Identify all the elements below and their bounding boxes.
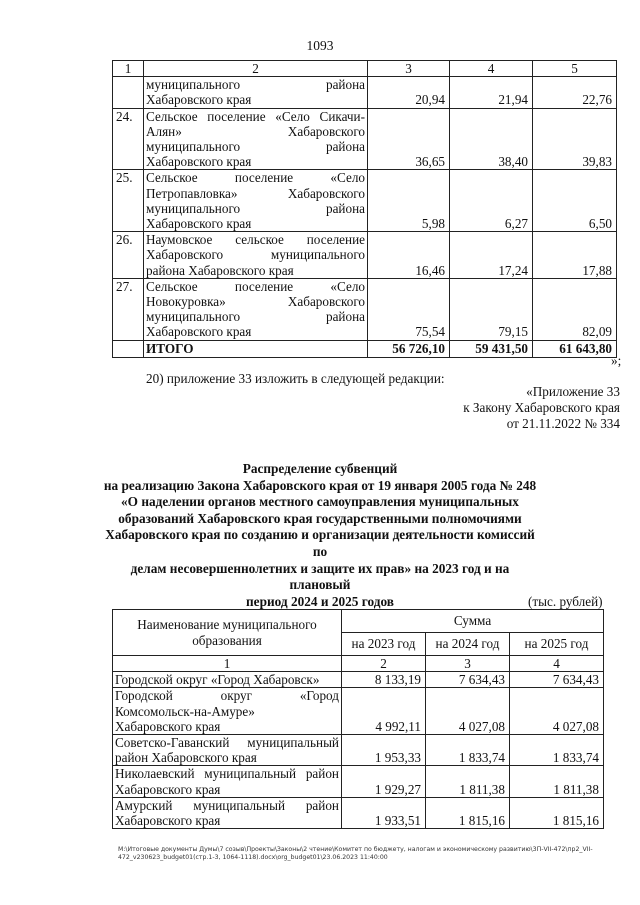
value-2023: 36,65 xyxy=(368,108,450,170)
appendix-line: к Закону Хабаровского края xyxy=(463,400,620,415)
name-line: Хабаровского края xyxy=(115,813,221,829)
name-line: Новокуровка» Хабаровского xyxy=(146,294,365,310)
name-line: Хабаровского края xyxy=(146,324,252,340)
row-number: 25. xyxy=(113,170,144,232)
name-line: Амурский муниципальный район xyxy=(115,797,339,813)
row-name xyxy=(144,170,368,232)
name-line: Сельское поселение «Село xyxy=(146,278,365,294)
title-line: Хабаровского края по созданию и организации деятельности комиссий по xyxy=(105,527,535,559)
value-2024: 1 811,38 xyxy=(426,766,510,797)
row-name xyxy=(144,278,368,340)
total-label: ИТОГО xyxy=(144,340,368,357)
name-line: Городской округ «Город Хабаровск» xyxy=(115,672,320,688)
year-header: на 2024 год xyxy=(426,633,510,656)
appendix-line: «Приложение 33 xyxy=(526,384,620,399)
table-row xyxy=(113,688,604,735)
value-2024: 79,15 xyxy=(450,278,533,340)
value-2024: 17,24 xyxy=(450,232,533,279)
value-2023: 75,54 xyxy=(368,278,450,340)
name-line: Сельское поселение «Село xyxy=(146,170,365,186)
total-row xyxy=(113,340,617,357)
total-2025: 61 643,80 xyxy=(533,340,617,357)
row-name xyxy=(113,797,342,828)
name-line: Городской округ «Город xyxy=(115,688,339,704)
table-header-row xyxy=(113,61,617,77)
year-header: на 2023 год xyxy=(342,633,426,656)
table-row xyxy=(113,232,617,279)
name-line: Сельское поселение «Село Сикачи- xyxy=(146,108,365,124)
row-name xyxy=(144,77,368,108)
appendix-reference xyxy=(420,384,620,432)
title-line: образований Хабаровского края государственными полномочиями xyxy=(118,510,522,526)
name-line: Алян» Хабаровского xyxy=(146,123,365,139)
table-row xyxy=(113,108,617,170)
table-row xyxy=(113,766,604,797)
row-name xyxy=(113,735,342,766)
name-line: района Хабаровского края xyxy=(146,262,294,278)
value-2023: 1 953,33 xyxy=(342,735,426,766)
index-cell: 2 xyxy=(342,656,426,672)
value-2025: 1 815,16 xyxy=(510,797,604,828)
header-cell: 5 xyxy=(533,61,617,77)
row-number: 24. xyxy=(113,108,144,170)
title-line: Распределение субвенций xyxy=(242,461,398,476)
name-line: район Хабаровского края xyxy=(115,750,257,766)
units-label: (тыс. рублей) xyxy=(528,594,603,609)
title-line: «О наделении органов местного самоуправления муниципальных xyxy=(121,494,519,510)
header-cell: 2 xyxy=(144,61,368,77)
value-2025: 6,50 xyxy=(533,170,617,232)
name-line: муниципального района xyxy=(146,309,365,325)
name-line: муниципального района xyxy=(146,200,365,216)
name-line: Хабаровского края xyxy=(146,216,252,232)
index-cell: 3 xyxy=(426,656,510,672)
row-number xyxy=(113,77,144,108)
column-header-sum: Сумма xyxy=(342,610,604,633)
name-line: Петропавловка» Хабаровского xyxy=(146,185,365,201)
value-2024: 1 833,74 xyxy=(426,735,510,766)
value-2023: 8 133,19 xyxy=(342,672,426,688)
total-2024: 59 431,50 xyxy=(450,340,533,357)
value-2024: 38,40 xyxy=(450,108,533,170)
table-row xyxy=(113,797,604,828)
row-name xyxy=(144,232,368,279)
table-row xyxy=(113,278,617,340)
value-2024: 1 815,16 xyxy=(426,797,510,828)
row-name xyxy=(113,672,342,688)
value-2024: 7 634,43 xyxy=(426,672,510,688)
name-line: Хабаровского края xyxy=(146,92,252,108)
appendix-line: от 21.11.2022 № 334 xyxy=(506,416,620,431)
value-2023: 1 933,51 xyxy=(342,797,426,828)
index-row xyxy=(113,656,604,672)
value-2023: 20,94 xyxy=(368,77,450,108)
total-2023: 56 726,10 xyxy=(368,340,450,357)
table-row xyxy=(113,735,604,766)
row-number: 27. xyxy=(113,278,144,340)
table-subventions xyxy=(112,609,604,829)
total-number-cell xyxy=(113,340,144,357)
table-row xyxy=(113,77,617,108)
value-2025: 1 833,74 xyxy=(510,735,604,766)
value-2023: 5,98 xyxy=(368,170,450,232)
row-name xyxy=(113,766,342,797)
name-line: Советско-Гаванский муниципальный xyxy=(115,735,339,751)
value-2025: 17,88 xyxy=(533,232,617,279)
row-name xyxy=(144,108,368,170)
name-line: Николаевский муниципальный район xyxy=(115,766,339,782)
value-2023: 16,46 xyxy=(368,232,450,279)
name-line: Хабаровского муниципального xyxy=(146,247,365,263)
value-2025: 39,83 xyxy=(533,108,617,170)
table-continuation xyxy=(112,60,617,358)
value-2025: 1 811,38 xyxy=(510,766,604,797)
column-header-name: Наименование муниципального образования xyxy=(113,610,342,656)
title-line: делам несовершеннолетних и защите их прав» на 2023 год и на плановый xyxy=(130,560,510,593)
name-line: Хабаровского края xyxy=(115,781,221,797)
year-header: на 2025 год xyxy=(510,633,604,656)
paragraph-20: 20) приложение 33 изложить в следующей редакции: xyxy=(146,371,445,386)
name-line: Хабаровского края xyxy=(146,154,252,170)
row-name xyxy=(113,688,342,735)
value-2025: 7 634,43 xyxy=(510,672,604,688)
table-header-row xyxy=(113,610,604,633)
value-2024: 6,27 xyxy=(450,170,533,232)
value-2024: 21,94 xyxy=(450,77,533,108)
file-path-footer: M:\Итоговые документы Думы\7 созыв\Проекты\Законы\2 чтение\Комитет по бюджету, налогам и экономическому развитию\3П-VII-472\пр2_VII-472_v230623_budget01(стр.1-3, 1064-1118).docx\org_budget01\23.06.2023 11:40:00 xyxy=(118,846,593,861)
value-2024: 4 027,08 xyxy=(426,688,510,735)
page-number: 1093 xyxy=(306,38,334,53)
header-cell: 4 xyxy=(450,61,533,77)
name-line: Наумовское сельское поселение xyxy=(146,232,365,248)
value-2023: 4 992,11 xyxy=(342,688,426,735)
name-line: Комсомольск-на-Амуре» xyxy=(115,703,255,719)
name-line: Хабаровского края xyxy=(115,718,221,734)
header-cell: 1 xyxy=(113,61,144,77)
header-cell: 3 xyxy=(368,61,450,77)
value-2025: 82,09 xyxy=(533,278,617,340)
table-row xyxy=(113,672,604,688)
name-line: муниципального района xyxy=(146,77,365,93)
value-2025: 22,76 xyxy=(533,77,617,108)
value-2023: 1 929,27 xyxy=(342,766,426,797)
index-cell: 4 xyxy=(510,656,604,672)
document-title xyxy=(100,461,540,610)
title-line: на реализацию Закона Хабаровского края от 19 января 2005 года № 248 xyxy=(103,477,537,493)
name-line: муниципального района xyxy=(146,139,365,155)
value-2025: 4 027,08 xyxy=(510,688,604,735)
table-row xyxy=(113,170,617,232)
row-number: 26. xyxy=(113,232,144,279)
title-line: период 2024 и 2025 годов xyxy=(246,593,394,609)
closing-quote-mark: »; xyxy=(611,353,622,368)
index-cell: 1 xyxy=(113,656,342,672)
